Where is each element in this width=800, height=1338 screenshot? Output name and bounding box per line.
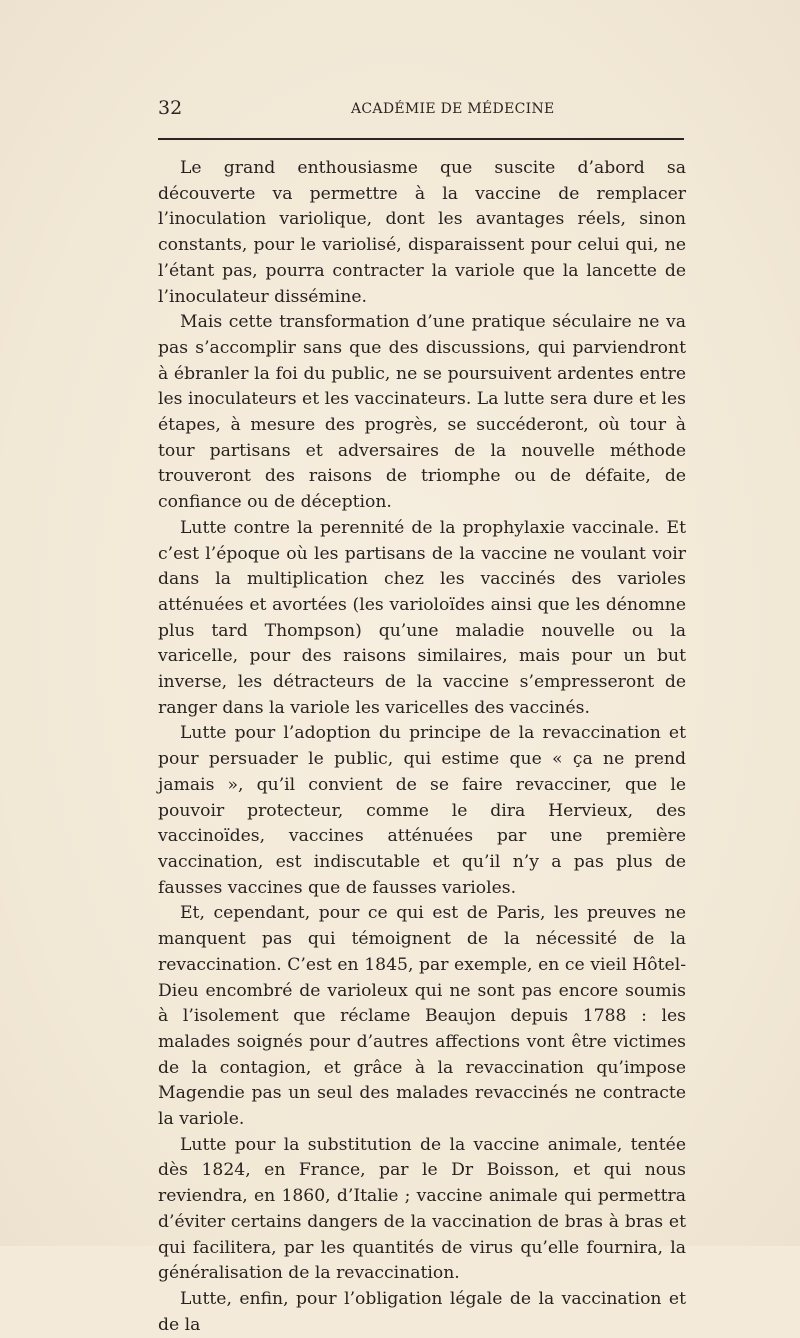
paragraph: Lutte pour la substitution de la vaccine animale, tentée dès 1824, en France, par le Dr Boisson, et qui nous reviendra, en 1860, d’Italie ; vaccine animale qui permettra d’éviter certains dangers de la vaccination de bras à bras et qui facilitera, par les quantités de virus qu’elle fournira, la généralisation de la revaccination. bbox=[158, 1134, 686, 1284]
page-header bbox=[158, 97, 684, 121]
header-rule bbox=[158, 138, 684, 140]
paragraph: Mais cette transformation d’une pratique séculaire ne va pas s’accomplir sans que des discussions, qui parviendront à ébranler la foi du public, ne se poursuivent ardentes entre les inoculateurs et les vaccinateurs. La lutte sera dure et les étapes, à mesure des progrès, se succéderont, où tour à tour partisans et adversaires de la nouvelle méthode trouveront des raisons de triomphe ou de défaite, de confiance ou de déception. bbox=[158, 312, 686, 513]
paragraph: Lutte pour l’adoption du principe de la revaccination et pour persuader le public, qui estime que « ça ne prend jamais », qu’il convient de se faire revacciner, que le pouvoir protecteur, comme le dira Hervieux, des vaccinoïdes, vaccines atténuées par une première vaccination, est indiscutable et qu’il n’y a pas plus de fausses vaccines que de fausses varioles. bbox=[158, 723, 686, 898]
body-text bbox=[158, 156, 686, 1338]
paragraph: Lutte, enfin, pour l’obligation légale de la vaccination et de la bbox=[158, 1288, 686, 1335]
paragraph: Et, cependant, pour ce qui est de Paris, les preuves ne manquent pas qui témoignent de la nécessité de la revaccination. C’est en 1845, par exemple, en ce vieil Hôtel-Dieu encombré de varioleux qui ne sont pas encore soumis à l’isolement que réclame Beaujon depuis 1788 : les malades soignés pour d’autres affections vont être victimes de la contagion, et grâce à la revaccination qu’impose Magendie pas un seul des malades revaccinés ne contracte la variole. bbox=[158, 903, 686, 1130]
paragraph: Le grand enthousiasme que suscite d’abord sa découverte va permettre à la vaccine de remplacer l’inoculation variolique, dont les avantages réels, sinon constants, pour le variolisé, disparaissent pour celui qui, ne l’étant pas, pourra contracter la variole que la lancette de l’inoculateur dissémine. bbox=[158, 158, 686, 307]
page-number: 32 bbox=[158, 97, 183, 119]
paragraph: Lutte contre la perennité de la prophylaxie vaccinale. Et c’est l’époque où les partisans de la vaccine ne voulant voir dans la multiplication chez les vaccinés des varioles atténuées et avortées (les varioloïdes ainsi que les dénomne plus tard Thompson) qu’une maladie nouvelle ou la varicelle, pour des raisons similaires, mais pour un but inverse, les détracteurs de la vaccine s’empresseront de ranger dans la variole les varicelles des vaccinés. bbox=[158, 517, 686, 718]
running-head: ACADÉMIE DE MÉDECINE bbox=[351, 101, 555, 117]
